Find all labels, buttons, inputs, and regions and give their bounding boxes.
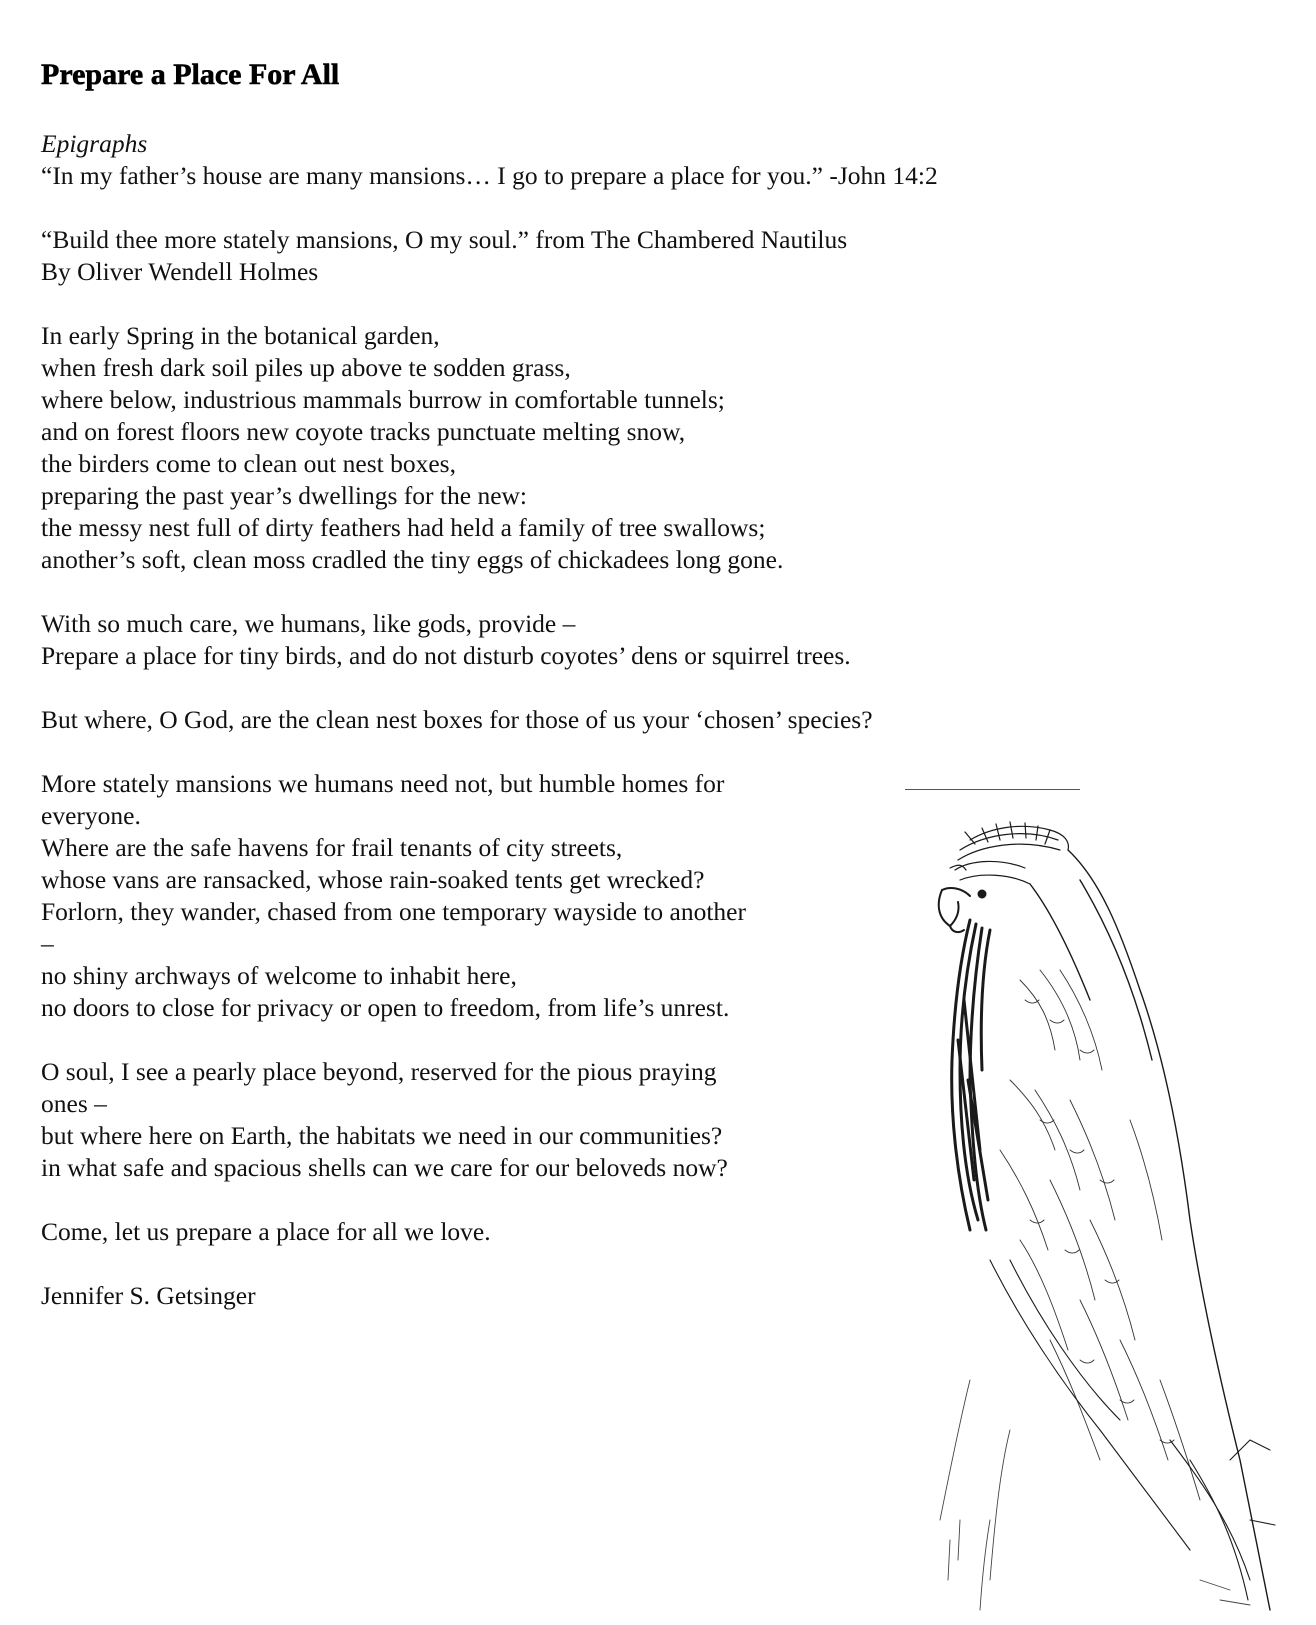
poem-line: everyone.	[41, 801, 141, 830]
poem-title: Prepare a Place For All	[41, 58, 340, 91]
epigraph-attribution: By Oliver Wendell Holmes	[41, 257, 319, 286]
poem-line: where below, industrious mammals burrow in comfortable tunnels;	[41, 385, 725, 414]
poem-line: Where are the safe havens for frail tenants of city streets,	[41, 833, 623, 862]
epigraphs-heading: Epigraphs	[41, 129, 148, 158]
poem-line: no doors to close for privacy or open to freedom, from life’s unrest.	[41, 993, 730, 1022]
eagle-sketch-illustration	[930, 820, 1300, 1620]
poem-line: when fresh dark soil piles up above te sodden grass,	[41, 353, 571, 382]
poem-line: whose vans are ransacked, whose rain-soaked tents get wrecked?	[41, 865, 705, 894]
poem-line: But where, O God, are the clean nest boxes for those of us your ‘chosen’ species?	[41, 705, 873, 734]
stanza-3	[41, 704, 1181, 736]
poem-line: With so much care, we humans, like gods, provide –	[41, 609, 576, 638]
poem-line: Prepare a place for tiny birds, and do not disturb coyotes’ dens or squirrel trees.	[41, 641, 851, 670]
poem-line: Come, let us prepare a place for all we love.	[41, 1217, 491, 1246]
poem-line: but where here on Earth, the habitats we need in our communities?	[41, 1121, 723, 1150]
poem-line: –	[41, 929, 54, 958]
poem-line: and on forest floors new coyote tracks punctuate melting snow,	[41, 417, 686, 446]
epigraph-line	[41, 192, 1181, 224]
stanza-1	[41, 320, 1181, 576]
epigraph-line: “In my father’s house are many mansions… I go to prepare a place for you.” -John 14:2	[41, 161, 938, 190]
poem-line: preparing the past year’s dwellings for the new:	[41, 481, 528, 510]
poem-line: in what safe and spacious shells can we care for our beloveds now?	[41, 1153, 728, 1182]
decorative-rule	[905, 789, 1080, 790]
eagle-eye	[978, 890, 986, 898]
poem-line: another’s soft, clean moss cradled the tiny eggs of chickadees long gone.	[41, 545, 784, 574]
poem-line: O soul, I see a pearly place beyond, reserved for the pious praying	[41, 1057, 717, 1086]
eagle-perch	[940, 1380, 1250, 1610]
poem-line: In early Spring in the botanical garden,	[41, 321, 440, 350]
epigraph-line: “Build thee more stately mansions, O my soul.” from The Chambered Nautilus	[41, 225, 848, 254]
poem-line: no shiny archways of welcome to inhabit here,	[41, 961, 517, 990]
stanza-2	[41, 608, 1181, 672]
author-name: Jennifer S. Getsinger	[41, 1281, 256, 1310]
poem-line: the messy nest full of dirty feathers had held a family of tree swallows;	[41, 513, 766, 542]
eagle-beak	[939, 888, 970, 932]
poem-line: More stately mansions we humans need not, but humble homes for	[41, 769, 725, 798]
eagle-feathers	[1000, 970, 1200, 1500]
eagle-wing-shadow	[952, 920, 990, 1230]
poem-line: the birders come to clean out nest boxes,	[41, 449, 456, 478]
poem-line: Forlorn, they wander, chased from one temporary wayside to another	[41, 897, 746, 926]
poem-line: ones –	[41, 1089, 107, 1118]
eagle-head	[950, 822, 1068, 884]
